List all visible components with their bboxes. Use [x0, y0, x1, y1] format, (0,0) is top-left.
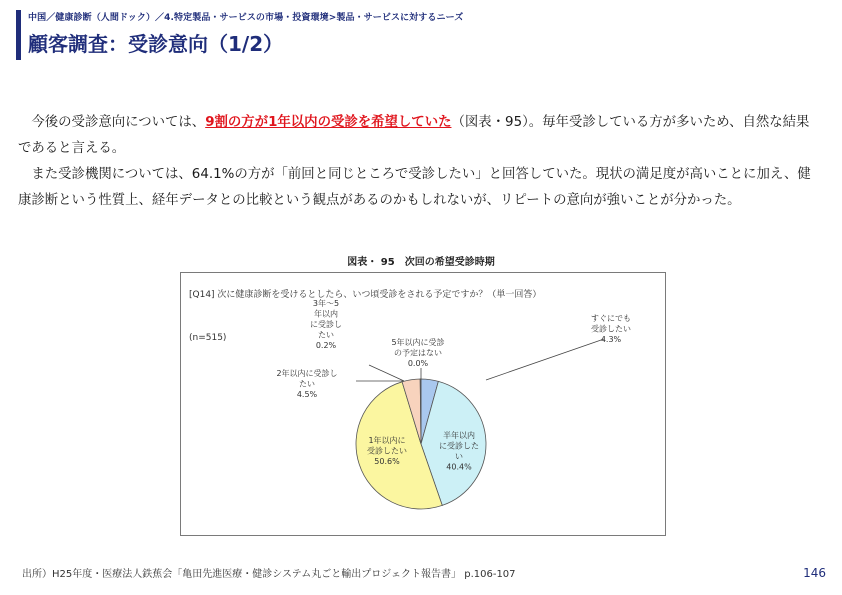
breadcrumb: 中国／健康診断（人間ドック）／4.特定製品・サービスの市場・投資環境>製品・サービスに対するニーズ: [28, 13, 464, 23]
question-text: [Q14] 次に健康診断を受けるとしたら、いつ頃受診をされる予定ですか？（単一回答）: [189, 290, 542, 300]
p1-after: （図表・95）。毎年受診している方が多いため、自然な結果であると言える。: [18, 115, 810, 156]
title-accent-bar: [16, 10, 21, 60]
slice-label-5: 5年以内に受診の予定はない 0.0%: [391, 338, 445, 368]
pie-chart: [181, 273, 665, 535]
body-text: [18, 110, 818, 214]
slice-label-0: すぐにでも受診したい 4.3%: [591, 314, 631, 344]
source-note: 出所）H25年度・医療法人鉄蕉会「亀田先進医療・健診システム丸ごと輸出プロジェクト報告書」 p.106-107: [22, 569, 516, 580]
paragraph-2: また受診機関については、64.1%の方が「前回と同じところで受診したい」と回答していた。現状の満足度が高いことに加え、健康診断という性質上、経年データとの比較という観点があるのかもしれないが、リピートの意向が強いことが分かった。: [18, 167, 811, 208]
chart-box: [180, 272, 666, 536]
figure-caption: 図表・ 95 次回の希望受診時期: [347, 257, 495, 268]
slice-label-1: 半年以内に受診したい 40.4%: [439, 431, 479, 472]
slice-label-2: 1年以内に受診したい 50.6%: [367, 436, 407, 466]
page-title: 顧客調査：受診意向（1/2）: [28, 32, 284, 56]
leader-line-4: [369, 365, 404, 381]
paragraph-1: [18, 110, 818, 162]
page-number: 146: [803, 566, 826, 580]
p1-highlight: 9割の方が1年以内の受診を希望していた: [205, 115, 452, 130]
leader-line-0: [486, 339, 604, 380]
sample-size: (n=515): [189, 333, 227, 343]
p1-before: 今後の受診意向については、: [31, 115, 206, 130]
slice-label-3: 2年以内に受診したい 4.5%: [276, 369, 338, 399]
slice-label-4: 3年～5 年以内に受診したい 0.2%: [310, 299, 342, 350]
